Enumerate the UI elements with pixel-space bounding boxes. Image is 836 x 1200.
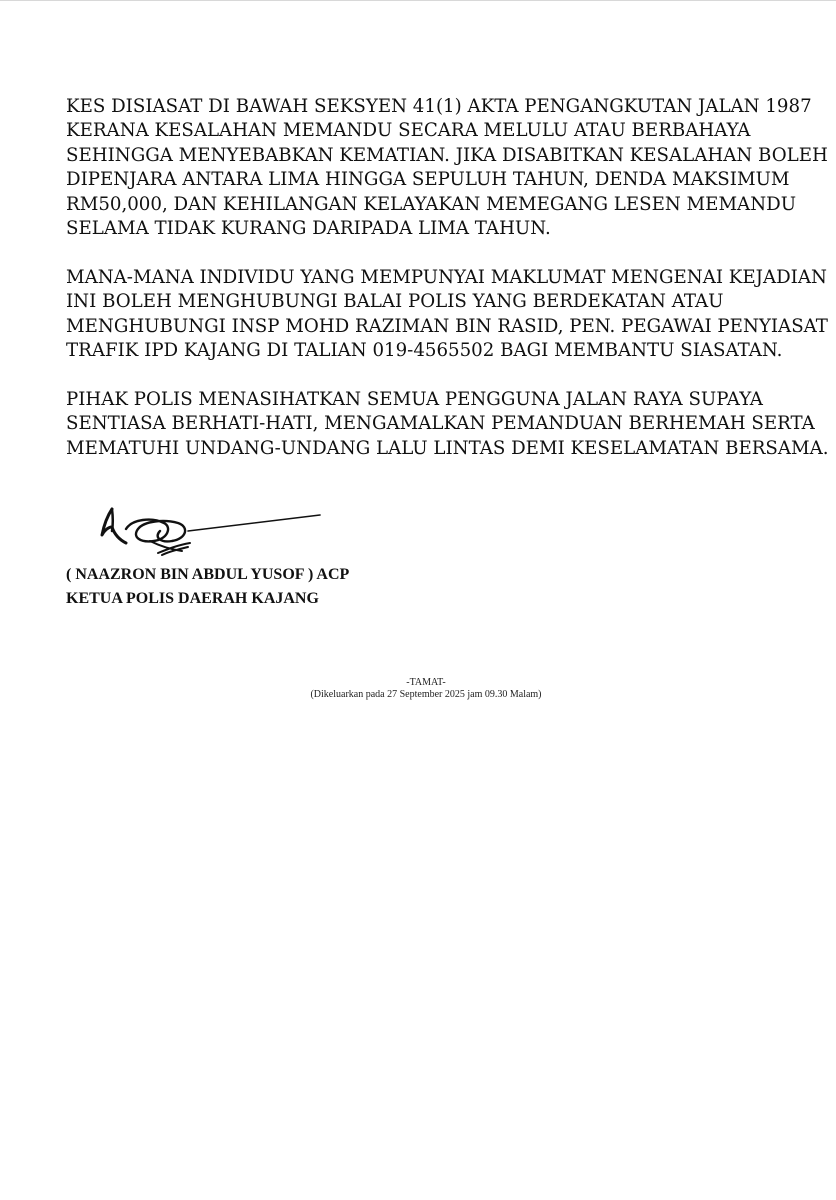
document-footer	[0, 677, 836, 701]
paragraph-line: TRAFIK IPD KAJANG DI TALIAN 019-4565502 BAGI MEMBANTU SIASATAN.	[66, 340, 783, 362]
paragraph-contact	[66, 266, 828, 364]
paragraph-line: KES DISIASAT DI BAWAH SEKSYEN 41(1) AKTA PENGANGKUTAN JALAN 1987	[66, 96, 812, 117]
paragraph-line: PIHAK POLIS MENASIHATKAN SEMUA PENGGUNA JALAN RAYA SUPAYA	[66, 388, 763, 410]
paragraph-line: MENGHUBUNGI INSP MOHD RAZIMAN BIN RASID, PEN. PEGAWAI PENYIASAT	[66, 315, 828, 337]
paragraph-line: MEMATUHI UNDANG-UNDANG LALU LINTAS DEMI KESELAMATAN BERSAMA.	[66, 437, 829, 459]
paragraph-line: SEHINGGA MENYEBABKAN KEMATIAN. JIKA DISABITKAN KESALAHAN BOLEH	[66, 144, 828, 166]
paragraph-line: KERANA KESALAHAN MEMANDU SECARA MELULU ATAU BERBAHAYA	[66, 120, 751, 142]
paragraph-advice	[66, 388, 829, 461]
issued-note: (Dikeluarkan pada 27 September 2025 jam 09.30 Malam)	[310, 689, 542, 700]
statement-body	[66, 95, 829, 485]
paragraph-line: MANA-MANA INDIVIDU YANG MEMPUNYAI MAKLUMAT MENGENAI KEJADIAN	[66, 266, 827, 288]
signature-image	[98, 505, 328, 561]
signer-title: KETUA POLIS DAERAH KAJANG	[66, 590, 319, 607]
paragraph-line: SELAMA TIDAK KURANG DARIPADA LIMA TAHUN.	[66, 218, 551, 240]
paragraph-line: INI BOLEH MENGHUBUNGI BALAI POLIS YANG BERDEKATAN ATAU	[66, 291, 724, 313]
paragraph-line: DIPENJARA ANTARA LIMA HINGGA SEPULUH TAHUN, DENDA MAKSIMUM	[66, 169, 790, 191]
paragraph-charges	[66, 95, 828, 241]
signer-name: ( NAAZRON BIN ABDUL YUSOF ) ACP	[66, 566, 350, 583]
signer-block	[66, 563, 349, 611]
paragraph-line: RM50,000, DAN KEHILANGAN KELAYAKAN MEMEGANG LESEN MEMANDU	[66, 193, 797, 215]
paragraph-line: SENTIASA BERHATI-HATI, MENGAMALKAN PEMANDUAN BERHEMAH SERTA	[66, 413, 815, 435]
end-mark: -TAMAT-	[406, 677, 446, 688]
